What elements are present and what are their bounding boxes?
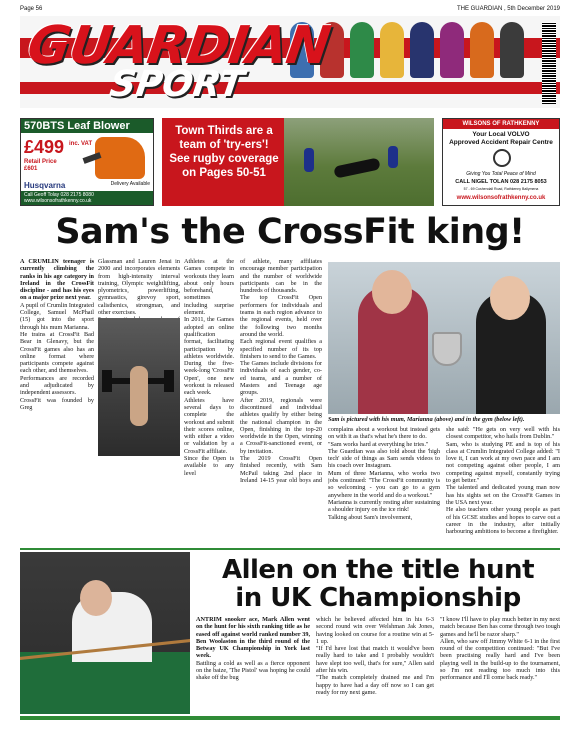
ad-rrp [24,159,57,173]
athlete-figure [380,22,404,78]
volvo-logo-icon [493,149,511,167]
volvo-ad-address: 57 - 69 Cushendall Road, Rathkenny Ballymena [463,187,539,191]
volvo-ad-line1: Your Local VOLVO [472,131,530,138]
volvo-ad-call: CALL NIGEL TOLAN 028 2175 8053 [455,179,547,185]
story1-paragraph: After 2019, regionals were discontinued and individual athletes qualify by either being the national champion in the Open, finishing in the top-20 worldwide in the Open, winning a CrossFit-sanctioned event, or by invitation. [240,396,322,455]
trophy-icon [432,332,462,366]
snooker-photo [20,552,190,714]
story2-paragraph: "If I'd have lost that match it would've been really hard to take and I probably wouldn't have slept too well, that's for sure," Allen said after his win. [316,645,434,675]
story1-paragraph: Since the Open is available to any level [184,455,234,477]
weight-plate [164,370,174,392]
story1-paragraph: Sam, who is studying PE and is top of his class at Crumlin Integrated College added: "I love it, I can work at my own pace and I am not competing against other people, I am competing against myself, constantly trying to get better." [446,440,560,485]
athlete-figure [500,22,524,78]
page-number: Page 56 [20,6,43,12]
story1-column-1 [20,258,94,484]
ad-price: £499 [24,137,65,157]
story1-paragraph: The Guardian was also told about the 'high tech' side of things as Sam sends videos to his coach over Instagram. [328,447,440,470]
story2-paragraph: "The match completely drained me and I'm happy to have had a day off now so I can get ready for my next game. [316,674,434,696]
crossfit-headline: Sam's the CrossFit king! [55,212,525,252]
gym-photo [98,318,180,456]
story1-column-4 [328,426,440,544]
rugby-player [304,148,314,172]
photo-caption: Sam is pictured with his mum, Marianna (above) and in the gym (below left). [328,416,525,423]
masthead-red-band-lower [20,82,560,94]
story1-paragraph: In 2011, the Games adopted an online qualification format, facilitating participation by athletes worldwide. During the five-week-long 'CrossFit Open', one new workout is released each week. [184,316,234,397]
weight-plate [102,370,112,392]
story1-paragraph: Each regional event qualifies a specified number of its top finishers to send to the Games. [240,338,322,360]
story1-paragraph: of athlete, many affiliates encourage member participation and the number of worldwide participants can be in the hundreds of thousands. [240,258,322,295]
story2-lead: ANTRIM snooker ace, Mark Allen went on the hunt for his sixth ranking title as he eased off against world ranked number 39, Ben Woolaston in the third round of the Betway UK Championship in York last week. [196,616,310,660]
ad-footer-call: Call Geoff Tolay 028 2175 8080 [24,192,94,198]
story2-column-1 [196,616,310,714]
story1-column-2-top [98,258,180,318]
snooker-player-head [80,580,112,616]
allen-headline-line1: Allen on the title hunt [221,555,534,585]
story1-paragraph: Glassman and Lauren Jenai in 2000 and incorporates elements from high-intensity interval training, Olympic weightlifting, plyometrics, powerlifting, gymnastics, girevoy sport, calisthenics, strongman, and other exercises. [98,258,180,317]
masthead-title: GUARDIAN [23,16,334,76]
volvo-ad-title [443,131,559,147]
leaf-blower-ad [20,118,154,206]
story1-paragraph: Marianna is currently resting after sustaining a shoulder injury on the ice rink! [328,498,440,514]
story2-column-3 [440,616,560,714]
volvo-ad-tagline: Giving You Total Peace of Mind [466,171,536,177]
ad-vat: inc. VAT [69,141,93,147]
rugby-player-diving [333,157,380,178]
athlete-figure [410,22,434,78]
story1-paragraph: Mum of three Marianna, who works two jobs continued: "The CrossFit community is so welcoming - you can go to a gym anywhere in the world and do a workout." [328,469,440,499]
story1-paragraph: "Sam works hard at everything he tries." [328,440,429,448]
story1-paragraph: Performances are recorded and adjudicated by independent assessors. [20,374,94,397]
masthead-subtitle: SPORT [107,64,247,105]
ad-rrp-value: £601 [24,166,38,172]
rugby-promo [162,118,284,206]
story1-paragraph: she said: "He gets on very well with his closest competitor, who hails from Dublin." [446,426,560,441]
story1-paragraph: A pupil of Crumlin Integrated College, Samuel McPhail (15) got into the sport through his mum Marianna. [20,301,94,331]
story1-paragraph: The top CrossFit Open performers for individuals and teams in each region advance to the regional events, held over the following two months around the world. [240,294,322,338]
story1-paragraph: complains about a workout but instead gets on with it as that's what he's there to do. [328,426,440,441]
volvo-ad-line2: Approved Accident Repair Centre [449,139,553,146]
mum-head [372,270,412,314]
story1-paragraph: The talented and dedicated young man now has his sights set on the CrossFit Games in the USA next year. [446,484,560,506]
story1-paragraph: He also teachers other young people as part of his GCSE studies and hopes to carve out a career in the industry, after initially harbouring ambitions to become a firefighter. [446,506,560,536]
story1-column-2-right [184,258,234,484]
story1-paragraph: The Games include divisions for individuals of each gender, co-ed teams, and a number of Masters and Teenage age groups. [240,360,322,397]
allen-headline-line2: in UK Championship [235,583,521,613]
story1-paragraph: The 2019 CrossFit Open finished recently, with Sam McPail taking 2nd place in Ireland 14-15 year old boys and [240,455,322,484]
barcode [542,22,556,104]
ad-heading: 570BTS Leaf Blower [21,119,153,133]
volvo-ad-heading: WILSONS OF RATHKENNY [443,119,559,129]
athlete-lifting [130,366,148,426]
section-divider [20,548,560,550]
story2-paragraph: Allen, who saw off Jimmy White 6-1 in the first round of the competition continued: "But I've been practising really hard and I've been playing well in the build-up to the tournament, so I'm not reading too much into this performance and I'll come back ready." [440,637,560,682]
ad-brand: Husqvarna [24,181,66,190]
sam-and-mum-photo [328,262,560,414]
story1-lead: A CRUMLIN teenager is currently climbing the ranks in his age category in Ireland in the CrossFit discipline - and has his eyes on a major prize next year. [20,258,94,302]
rugby-promo-text: Town Thirds are a team of 'try-ers'! See rugby coverage on Pages 50-51 [169,125,279,179]
story1-paragraph: Athletes at the Games compete in workouts they learn about only hours beforehand, sometimes including surprise element. [184,258,234,317]
athlete-figure [440,22,464,78]
ad-delivery: Delivery Available [110,181,150,187]
masthead [20,16,560,108]
sam-head [490,276,530,320]
publication-date: THE GUARDIAN , 5th December 2019 [456,6,560,12]
story1-column-5 [446,426,560,544]
ad-rrp-label: Retail Price [24,159,57,165]
story2-paragraph: "I know I'll have to play much better in my next match because Ben has come through two tough games and he'll be razor sharp." [440,616,560,638]
allen-headline [196,556,560,612]
story1-paragraph: He trains at CrossFit Bad Bear in Glenavy, but the CrossFit games also has an online format where participants compete against each other, and themselves. [20,330,94,375]
story1-paragraph: Athletes have several days to complete the workout and submit their scores online, with either a video or validation by a CrossFit affiliate. [184,396,234,455]
rugby-player [388,146,398,168]
athlete-figure [470,22,494,78]
rugby-photo [284,118,434,206]
page-header-line [20,6,560,16]
bottom-rule [20,716,560,720]
story1-paragraph: Talking about Sam's involvement, [328,513,413,521]
athlete-figure [350,22,374,78]
story1-column-3 [240,258,322,484]
story2-column-2 [316,616,434,714]
leaf-blower-image [95,137,145,179]
story2-paragraph: Battling a cold as well as a fierce opponent on the baize, 'The Pistol' was hoping he could shake off the bug [196,659,310,682]
ad-footer-web: www.wilsonsofrathkenny.co.uk [24,198,92,204]
story1-paragraph: CrossFit was founded by Greg [20,396,94,411]
volvo-ad [442,118,560,206]
story2-paragraph: which he believed affected him in his 6-3 second round win over Welshman Jak Jones, having looked on course for a routine win at 5-1 up. [316,616,434,645]
ad-footer [21,191,153,205]
volvo-ad-web: www.wilsonsofrathkenny.co.uk [456,195,546,201]
